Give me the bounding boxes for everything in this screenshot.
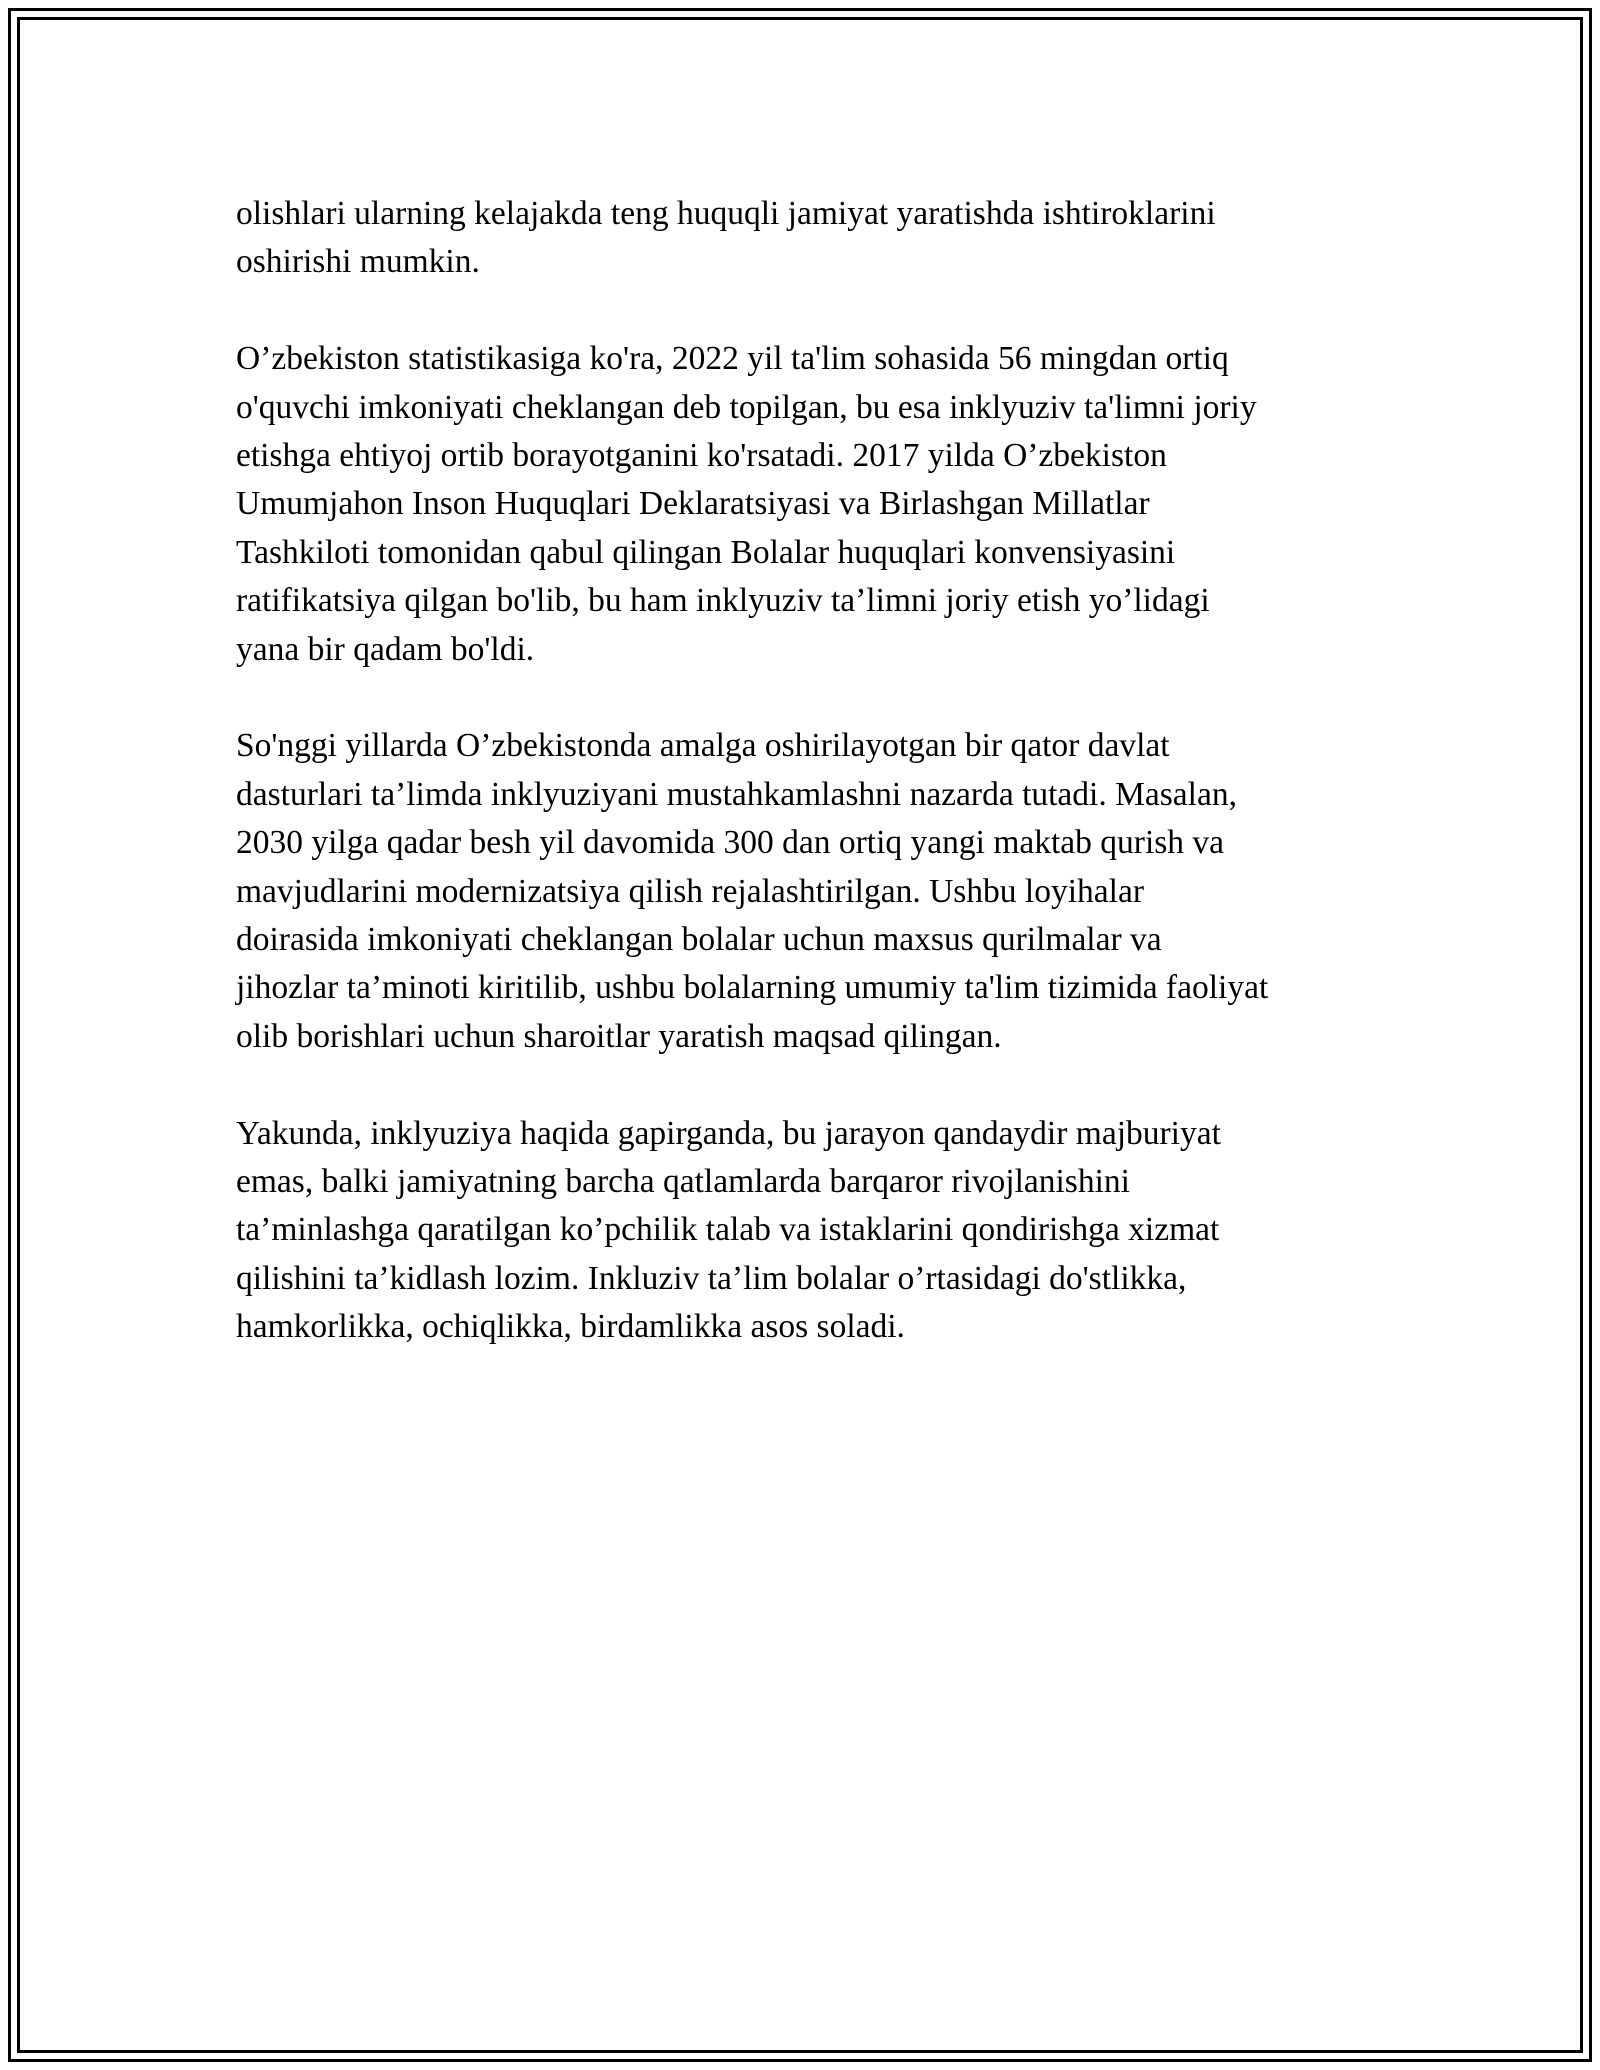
document-body	[236, 190, 1386, 1400]
text-line: So'nggi yillarda O’zbekistonda amalga oshirilayotgan bir qator davlat	[236, 727, 1170, 765]
text-line: Yakunda, inklyuziya haqida gapirganda, bu jarayon qandaydir majburiyat	[236, 1114, 1221, 1152]
text-line: ta’minlashga qaratilgan ko’pchilik talab va istaklarini qondirishga xizmat	[236, 1211, 1220, 1249]
text-line: oshirishi mumkin.	[236, 243, 480, 281]
paragraph-4	[236, 1110, 1386, 1352]
text-line: mavjudlarini modernizatsiya qilish rejalashtirilgan. Ushbu loyihalar	[236, 872, 1145, 910]
text-line: O’zbekiston statistikasiga ko'ra, 2022 yil ta'lim sohasida 56 mingdan ortiq	[236, 340, 1229, 378]
text-line: etishga ehtiyoj ortib borayotganini ko'rsatadi. 2017 yilda O’zbekiston	[236, 437, 1167, 475]
paragraph-2	[236, 335, 1386, 674]
text-line: ratifikatsiya qilgan bo'lib, bu ham inklyuziv ta’limni joriy etish yo’lidagi	[236, 582, 1210, 620]
text-line: o'quvchi imkoniyati cheklangan deb topilgan, bu esa inklyuziv ta'limni joriy	[236, 388, 1257, 426]
text-line: Tashkiloti tomonidan qabul qilingan Bolalar huquqlari konvensiyasini	[236, 533, 1176, 571]
text-line: olib borishlari uchun sharoitlar yaratish maqsad qilingan.	[236, 1017, 1002, 1055]
text-line: 2030 yilga qadar besh yil davomida 300 dan ortiq yangi maktab qurish va	[236, 824, 1225, 862]
text-line: qilishini ta’kidlash lozim. Inkluziv ta’lim bolalar o’rtasidagi do'stlikka,	[236, 1259, 1187, 1297]
text-line: Umumjahon Inson Huquqlari Deklaratsiyasi va Birlashgan Millatlar	[236, 485, 1150, 523]
text-line: doirasida imkoniyati cheklangan bolalar uchun maxsus qurilmalar va	[236, 921, 1162, 959]
paragraph-3	[236, 722, 1386, 1061]
text-line: emas, balki jamiyatning barcha qatlamlarda barqaror rivojlanishini	[236, 1163, 1130, 1201]
paragraph-1	[236, 190, 1386, 287]
text-line: olishlari ularning kelajakda teng huquqli jamiyat yaratishda ishtiroklarini	[236, 195, 1216, 232]
text-line: jihozlar ta’minoti kiritilib, ushbu bolalarning umumiy ta'lim tizimida faoliyat	[236, 969, 1269, 1007]
text-line: yana bir qadam bo'ldi.	[236, 630, 535, 668]
text-line: dasturlari ta’limda inklyuziyani mustahkamlashni nazarda tutadi. Masalan,	[236, 775, 1237, 813]
text-line: hamkorlikka, ochiqlikka, birdamlikka asos soladi.	[236, 1308, 905, 1346]
